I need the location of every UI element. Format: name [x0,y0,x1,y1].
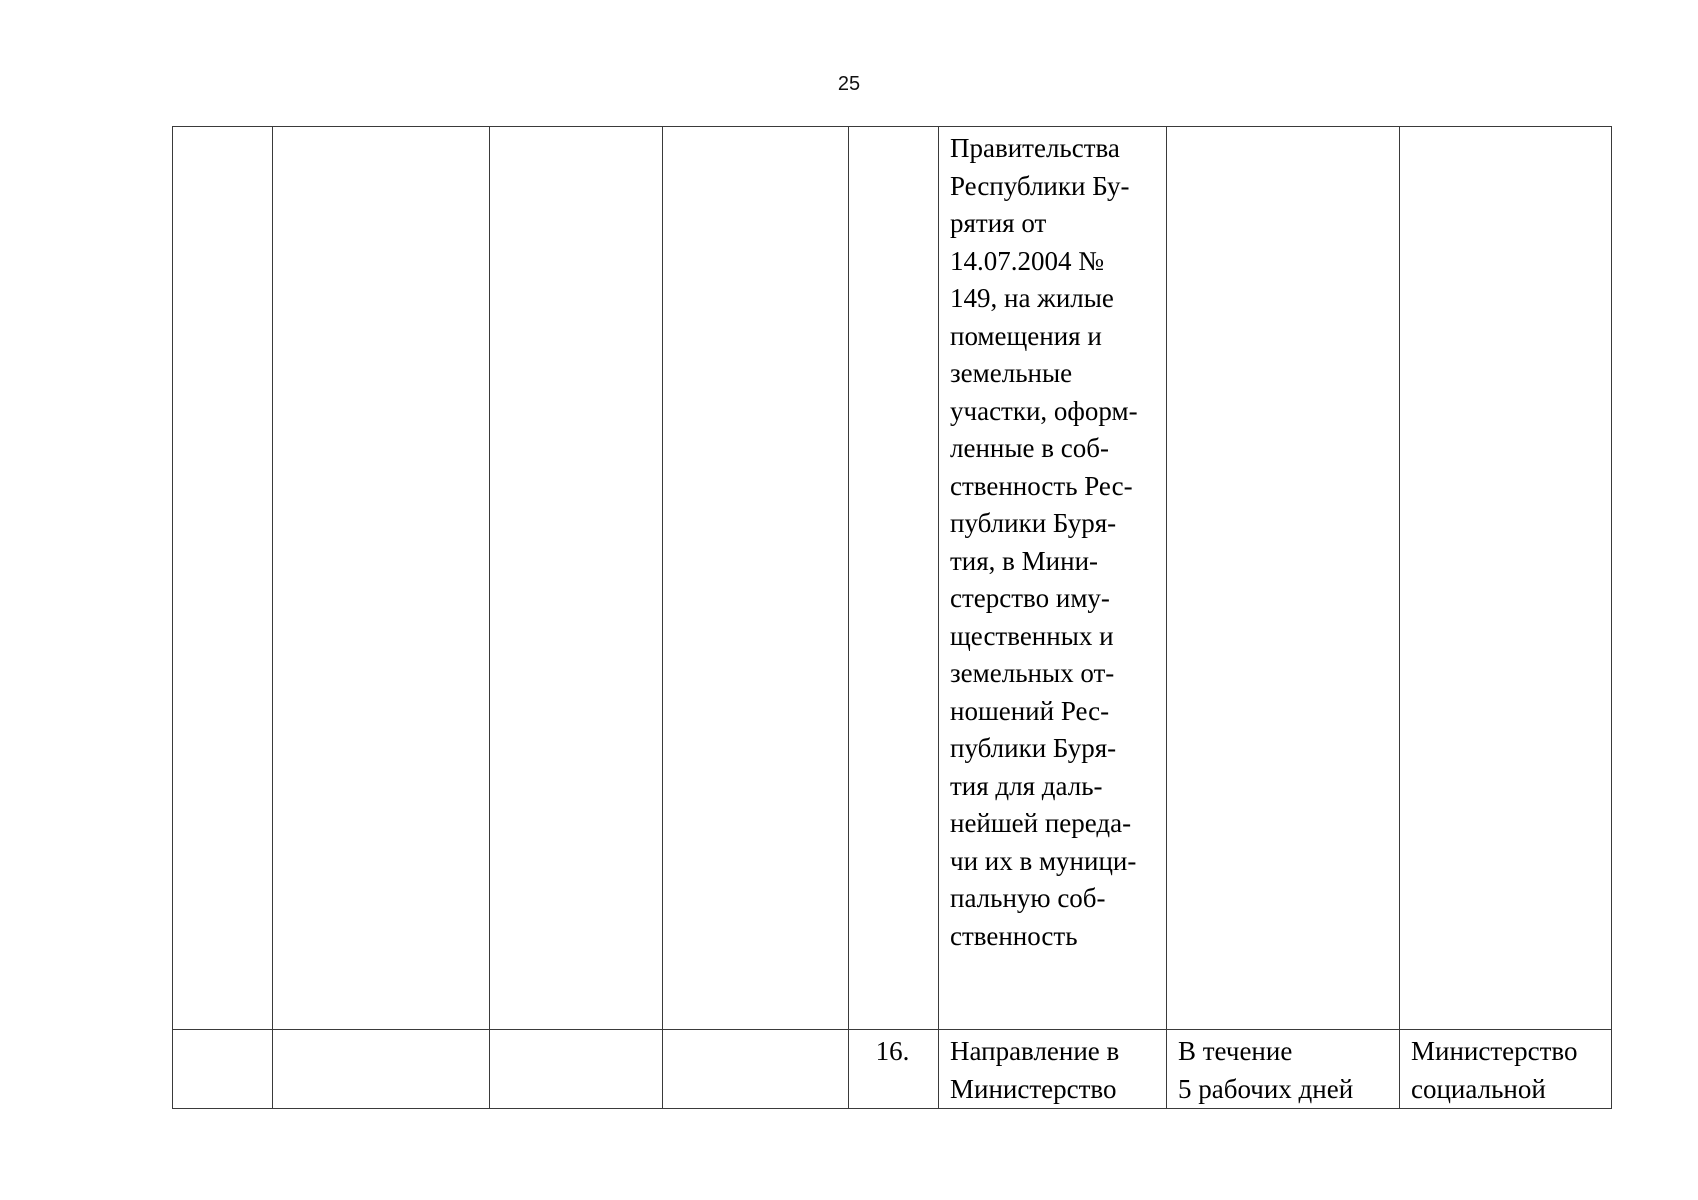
cell-text-line: 5 рабочих дней [1178,1073,1354,1104]
page-number: 25 [837,73,861,95]
cell-text-line: публики Буря- [950,508,1117,538]
table-cell-empty [663,127,849,1030]
cell-text-line: публики Буря- [950,733,1117,763]
cell-text-line: земельных от- [950,658,1115,688]
table-cell-empty [173,1030,273,1109]
table-cell-empty [1167,127,1400,1030]
cell-text-line: В течение [1178,1036,1293,1066]
cell-text-line: нейшей переда- [950,808,1132,838]
document-table [172,126,1612,1109]
cell-text-line: Направление в [950,1036,1120,1066]
cell-text-line: тия, в Мини- [950,545,1099,576]
table-cell-action [939,1030,1167,1109]
cell-text-line: ленные в соб- [950,433,1109,463]
cell-text-line: тия для даль- [950,770,1103,801]
cell-text-line: земельные [950,358,1073,388]
cell-text-line: помещения и [950,320,1102,351]
table-cell-action-continuation [939,127,1167,1030]
table-cell-empty [663,1030,849,1109]
cell-text-line: Республики Бу- [950,170,1130,201]
table-cell-empty [490,127,663,1030]
table-cell-empty [490,1030,663,1109]
table-cell-empty [849,127,939,1030]
table-cell-empty [273,1030,490,1109]
cell-text-line: 149, на жилые [950,283,1114,313]
cell-text-line: участки, оформ- [950,395,1138,426]
table-cell-responsible [1400,1030,1612,1109]
cell-text-line: рятия от [950,208,1047,238]
cell-text-line: ственность Рес- [950,470,1133,501]
table-cell-empty [1400,127,1612,1030]
cell-text-line: щественных и [950,620,1114,651]
cell-text-line: чи их в муници- [950,845,1137,876]
table-cell-term [1167,1030,1400,1109]
cell-text-line: Министерство [950,1073,1117,1104]
table-row-16 [173,1030,1612,1109]
cell-text-line: социальной [1411,1073,1546,1104]
cell-text-line: Правительства [950,133,1120,163]
cell-text-line: ношений Рес- [950,695,1110,726]
cell-text-line: стерство иму- [950,583,1110,613]
table-cell-empty [273,127,490,1030]
row-number: 16. [875,1036,910,1066]
table-cell-empty [173,127,273,1030]
cell-text-line: Министерство [1411,1036,1578,1066]
cell-text-line: ственность [950,920,1078,951]
table-cell-row-number [849,1030,939,1109]
cell-text-line: пальную соб- [950,883,1106,913]
table-row-continuation [173,127,1612,1030]
cell-text-line: 14.07.2004 № [950,245,1105,276]
